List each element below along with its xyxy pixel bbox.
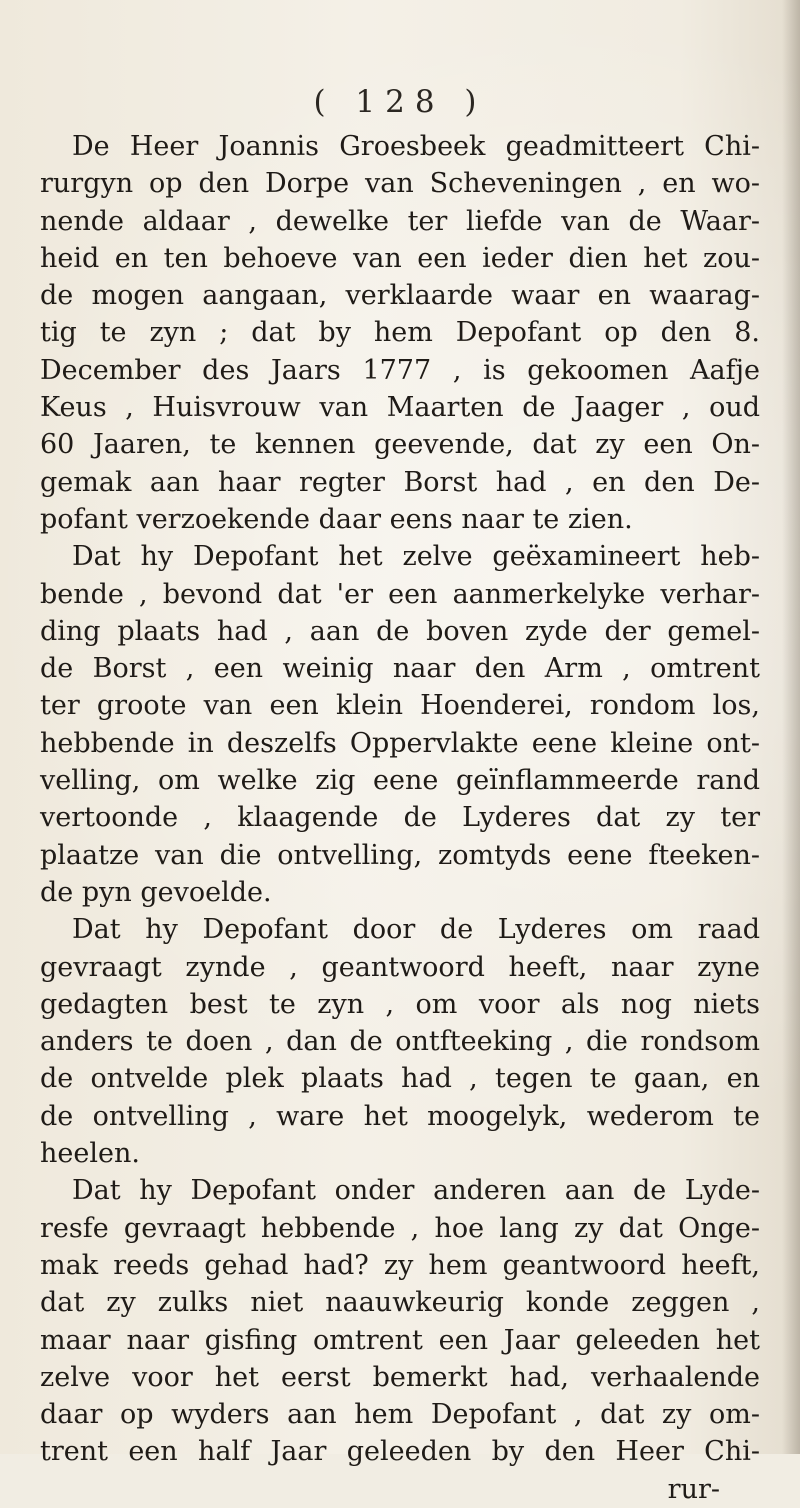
text-line: plaatze van die ontvelling, zomtyds eene fteeken-	[40, 839, 760, 871]
catchword: rur-	[667, 1473, 720, 1505]
text-line: De Heer Joannis Groesbeek geadmitteert Chi-	[72, 131, 760, 162]
text-line: rurgyn op den Dorpe van Scheveningen , en wo-	[40, 168, 760, 200]
text-line: maar naar gisfing omtrent een Jaar geleeden het	[40, 1324, 760, 1356]
text-line: bende , bevond dat 'er een aanmerkelyke verhar-	[40, 578, 760, 610]
text-line: velling, om welke zig eene geïnflammeerde rand	[40, 765, 760, 797]
text-line: de Borst , een weinig naar den Arm , omtrent	[40, 653, 760, 685]
text-line: tig te zyn ; dat by hem Depofant op den 8.	[40, 317, 760, 349]
text-line: ding plaats had , aan de boven zyde der gemel-	[40, 615, 760, 647]
text-line: daar op wyders aan hem Depofant , dat zy om-	[40, 1399, 760, 1431]
text-line: heid en ten behoeve van een ieder dien het zou-	[40, 242, 760, 274]
text-line: zelve voor het eerst bemerkt had, verhaalende	[40, 1361, 760, 1393]
body-text	[40, 128, 760, 1508]
text-line: mak reeds gehad had? zy hem geantwoord heeft,	[40, 1249, 760, 1281]
text-line: anders te doen , dan de ontfteeking , die rondsom	[40, 1026, 760, 1058]
text-line: trent een half Jaar geleeden by den Heer Chi-	[40, 1436, 760, 1468]
text-line: nende aldaar , dewelke ter liefde van de Waar-	[40, 205, 760, 237]
text-line: 60 Jaaren, te kennen geevende, dat zy een On-	[40, 429, 760, 461]
text-line: gevraagt zynde , geantwoord heeft, naar zyne	[40, 951, 760, 983]
text-line: December des Jaars 1777 , is gekoomen Aafje	[40, 354, 760, 386]
text-line: Dat hy Depofant het zelve geëxamineert heb-	[72, 541, 760, 573]
text-line: pofant verzoekende daar eens naar te zien.	[40, 503, 633, 535]
text-line: vertoonde , klaagende de Lyderes dat zy ter	[40, 802, 760, 834]
text-line: hebbende in deszelfs Oppervlakte eene kleine ont-	[40, 727, 760, 759]
text-line: de ontvelling , ware het moogelyk, wederom te	[40, 1100, 760, 1132]
text-line: resfe gevraagt hebbende , hoe lang zy dat Onge-	[40, 1212, 760, 1244]
text-line: heelen.	[40, 1138, 140, 1170]
text-line: Dat hy Depofant onder anderen aan de Lyde-	[72, 1175, 760, 1207]
text-line: Keus , Huisvrouw van Maarten de Jaager , oud	[40, 392, 760, 424]
text-line: de pyn gevoelde.	[40, 876, 272, 908]
text-line: de mogen aangaan, verklaarde waar en waarag-	[40, 280, 760, 312]
text-line: ter groote van een klein Hoenderei, rondom los,	[40, 690, 760, 722]
text-line: de ontvelde plek plaats had , tegen te gaan, en	[40, 1063, 760, 1095]
page-edge-shadow	[782, 0, 800, 1454]
text-line: gemak aan haar regter Borst had , en den De-	[40, 466, 760, 498]
text-line: gedagten best te zyn , om voor als nog niets	[40, 988, 760, 1020]
page-number: ( 128 )	[313, 84, 487, 120]
text-line: Dat hy Depofant door de Lyderes om raad	[72, 914, 760, 946]
text-line: dat zy zulks niet naauwkeurig konde zeggen ,	[40, 1287, 760, 1319]
